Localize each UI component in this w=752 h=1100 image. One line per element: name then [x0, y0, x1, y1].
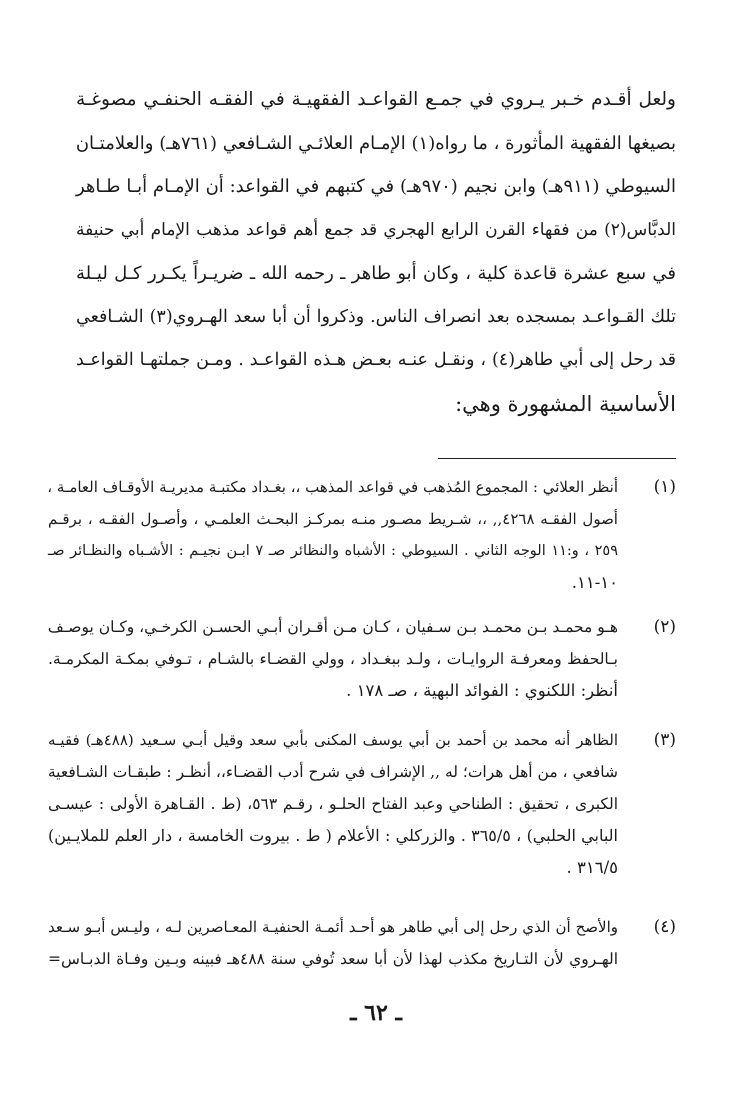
- footnote-number: (٣): [653, 730, 676, 750]
- footnote-body: [48, 471, 618, 599]
- footnote-body: [48, 911, 618, 975]
- footnote-line: ١٠-١١.: [571, 573, 618, 592]
- footnote-line: أنظر: اللكنوي : الفوائد البهية ، صـ ١٧٨ .: [346, 681, 618, 700]
- footnote-line: والأصح أن الذي رحل إلى أبي طاهر هو أحـد أئمـة الحنفيـة المعـاصرين لـه ، وليـس أبـو سـعد: [48, 918, 618, 936]
- footnote-divider: [438, 458, 676, 459]
- footnote-line: ٣١٦/٥ .: [566, 858, 618, 877]
- footnote-line: أصول الفقـه ٤٢٦٨,, ،، شـريط مصـور منـه بمركـز البحـث العلمـي ، وأصـول الفقـه ، برقـم: [48, 510, 618, 528]
- main-text-line: الدبَّاس(٢) من فقهاء القرن الرابع الهجري قد جمع أهم قواعد مذهب الإمام أبي حنيفة: [76, 219, 676, 240]
- footnote-line: البابي الحلبي) ، ٣٦٥/٥ . والزركلي : الأعلام ( ط . بيروت الخامسة ، دار العلم للملايـين): [48, 826, 618, 845]
- main-text-line: الأساسية المشهورة وهي:: [455, 391, 676, 416]
- footnote-1: [48, 471, 676, 599]
- footnote-number: (٢): [653, 617, 676, 637]
- footnote-line: الكبرى ، تحقيق : الطناحي وعبد الفتاح الحلـو ، رقـم ٥٦٣، (ط . القـاهرة الأولى : عيسـى: [48, 795, 619, 813]
- footnote-3: [48, 724, 676, 884]
- footnote-number: (٤): [653, 917, 676, 937]
- footnote-body: [48, 724, 618, 884]
- main-text-line: بصيغها الفقهية المأثورة ، ما رواه(١) الإمـام العلائـي الشـافعي (٧٦١هـ) والعلامتـان: [75, 132, 676, 154]
- footnote-line: أنظر العلائي : المجموع المُذهب في قواعد المذهب ،، بغـداد مكتبـة مديريـة الأوقـاف العامـة ،: [47, 478, 618, 496]
- main-text-line: السيوطي (٩١١هـ) وابن نجيم (٩٧٠هـ) في كتبهم في القواعد: أن الإمـام أبـا طـاهر: [76, 176, 676, 197]
- main-text-line: في سبع عشرة قاعدة كلية ، وكان أبو طاهر ـ رحمه الله ـ ضريـراً يكـرر كـل ليـلة: [76, 263, 676, 284]
- footnote-line: شافعي ، من أهل هرات؛ له ,, الإشراف في شرح أدب القضـاء،، أنظـر : طبقـات الشـافعية: [47, 763, 618, 781]
- main-text-line: تلك القـواعـد بمسجده بعد انصراف الناس. وذكروا أن أبا سعد الهـروي(٣) الشـافعي: [76, 306, 676, 327]
- footnote-body: [48, 611, 618, 707]
- main-text-line: ولعل أقـدم خـبر يـروي في جمـع القواعـد الفقهيـة في الفقـه الحنفـي مصوغـة: [76, 89, 676, 110]
- footnote-line: ٢٥٩ ، و:١١ الوجه الثاني . السيوطي : الأشباه والنظائر صـ ٧ ابـن نجيـم : الأشـباه والنظـائر صـ: [48, 543, 618, 559]
- page-number: ـ ٦٢ ـ: [350, 1000, 402, 1026]
- main-text: [76, 78, 676, 426]
- footnote-4: [48, 911, 676, 975]
- footnote-2: [48, 611, 676, 707]
- main-text-line: قد رحل إلى أبي طاهر(٤) ، ونقـل عنـه بعـض هـذه القواعـد . ومـن جملتهـا القواعـد: [76, 350, 676, 370]
- footnote-number: (١): [653, 477, 676, 497]
- footnote-line: بـالحفظ ومعرفـة الروايـات ، ولـد ببغـداد ، وولي القضـاء بالشـام ، تـوفي بمكـة المكرمـة.: [48, 650, 618, 668]
- footnote-line: هـو محمـد بـن محمـد بـن سـفيان ، كـان مـن أقـران أبـي الحسـن الكرخـي، وكـان يوصـف: [47, 618, 618, 636]
- footnote-line: الهـروي لأن التـاريخ مكذب لهذا لأن أبا سعد تُوفي سنة ٤٨٨هـ فبينه وبـين وفـاة الدبـاس=: [48, 950, 619, 968]
- footnote-line: الظاهر أنه محمد بن أحمد بن أبي يوسف المكنى بأبي سعد وقيل أبـي سـعيد (٤٨٨هـ) فقيـه: [48, 731, 618, 749]
